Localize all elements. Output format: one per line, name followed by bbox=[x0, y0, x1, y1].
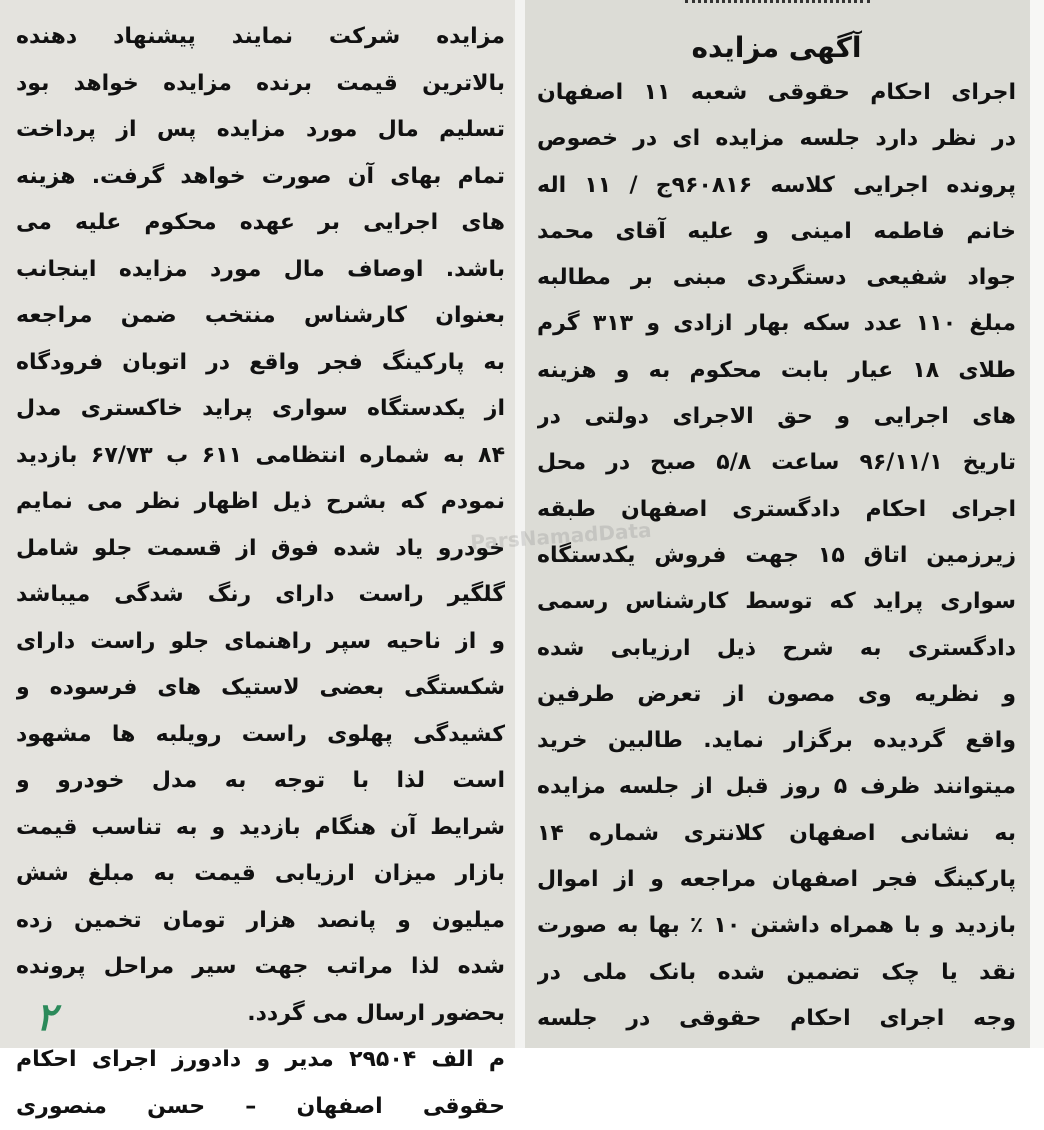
text-line: حقوقی اصفهان – حسن منصوری bbox=[16, 1084, 505, 1130]
text-line: پارکینگ فجر اصفهان مراجعه و از اموال bbox=[537, 857, 1016, 903]
text-line: اجرای احکام دادگستری اصفهان طبقه bbox=[537, 487, 1016, 533]
left-column bbox=[0, 0, 515, 1048]
text-line: شده لذا مراتب جهت سیر مراحل پرونده bbox=[16, 944, 505, 991]
text-line: پرونده اجرایی کلاسه ۹۶۰۸۱۶ج / ۱۱ اله bbox=[537, 163, 1016, 209]
text-line: شکستگی بعضی لاستیک های فرسوده و bbox=[16, 665, 505, 712]
text-line: زیرزمین اتاق ۱۵ جهت فروش یکدستگاه bbox=[537, 533, 1016, 579]
text-line: تسلیم مال مورد مزایده پس از پرداخت bbox=[16, 107, 505, 154]
left-column-text bbox=[16, 14, 505, 1130]
text-line: های اجرایی و حق الاجرای دولتی در bbox=[537, 394, 1016, 440]
text-line: های اجرایی بر عهده محکوم علیه می bbox=[16, 200, 505, 247]
text-line: ۸۴ به شماره انتظامی ۶۱۱ ب ۶۷/۷۳ بازدید bbox=[16, 433, 505, 480]
right-column-text bbox=[537, 70, 1016, 1042]
text-line: بعنوان کارشناس منتخب ضمن مراجعه bbox=[16, 293, 505, 340]
text-line: تاریخ ۹۶/۱۱/۱ ساعت ۵/۸ صبح در محل bbox=[537, 440, 1016, 486]
page-edge bbox=[1030, 0, 1044, 1048]
text-line: میلیون و پانصد هزار تومان تخمین زده bbox=[16, 898, 505, 945]
text-line: نقد یا چک تضمین شده بانک ملی در bbox=[537, 950, 1016, 996]
text-line: مزایده شرکت نمایند پیشنهاد دهنده bbox=[16, 14, 505, 61]
text-line: طلای ۱۸ عیار بابت محکوم به و هزینه bbox=[537, 348, 1016, 394]
text-line: میتوانند ظرف ۵ روز قبل از جلسه مزایده bbox=[537, 764, 1016, 810]
text-line: کشیدگی پهلوی راست رویلبه ها مشهود bbox=[16, 712, 505, 759]
text-line: گلگیر راست دارای رنگ شدگی میباشد bbox=[16, 572, 505, 619]
text-line: بحضور ارسال می گردد. bbox=[16, 991, 505, 1038]
text-line: به پارکینگ فجر واقع در اتوبان فرودگاه bbox=[16, 340, 505, 387]
watermark-text: ParsNamadData bbox=[470, 510, 771, 555]
text-line: به نشانی اصفهان کلانتری شماره ۱۴ bbox=[537, 811, 1016, 857]
text-line: و نظریه وی مصون از تعرض طرفین bbox=[537, 672, 1016, 718]
column-divider bbox=[515, 0, 525, 1048]
page-number: ۲ bbox=[36, 995, 56, 1039]
text-line: تمام بهای آن صورت خواهد گرفت. هزینه bbox=[16, 154, 505, 201]
text-line: در نظر دارد جلسه مزایده ای در خصوص bbox=[537, 116, 1016, 162]
text-line: شرایط آن هنگام بازدید و به تناسب قیمت bbox=[16, 805, 505, 852]
text-line: نمودم که بشرح ذیل اظهار نظر می نمایم bbox=[16, 479, 505, 526]
text-line: واقع گردیده برگزار نماید. طالبین خرید bbox=[537, 718, 1016, 764]
text-line: بالاترین قیمت برنده مزایده خواهد بود bbox=[16, 61, 505, 108]
text-line: م الف ۲۹۵۰۴ مدیر و دادورز اجرای احکام bbox=[16, 1037, 505, 1084]
text-line: باشد. اوصاف مال مورد مزایده اینجانب bbox=[16, 247, 505, 294]
top-dotted-rule bbox=[685, 0, 870, 11]
text-line: و از ناحیه سپر راهنمای جلو راست دارای bbox=[16, 619, 505, 666]
text-line: است لذا با توجه به مدل خودرو و bbox=[16, 758, 505, 805]
text-line: بازدید و با همراه داشتن ۱۰ ٪ بها به صورت bbox=[537, 903, 1016, 949]
text-line: جواد شفیعی دستگردی مبنی بر مطالبه bbox=[537, 255, 1016, 301]
text-line: دادگستری به شرح ذیل ارزیابی شده bbox=[537, 626, 1016, 672]
text-line: سواری پراید که توسط کارشناس رسمی bbox=[537, 579, 1016, 625]
text-line: وجه اجرای احکام حقوقی در جلسه bbox=[537, 996, 1016, 1042]
text-line: خانم فاطمه امینی و علیه آقای محمد bbox=[537, 209, 1016, 255]
text-line: مبلغ ۱۱۰ عدد سکه بهار ازادی و ۳۱۳ گرم bbox=[537, 301, 1016, 347]
text-line: بازار میزان ارزیابی قیمت به مبلغ شش bbox=[16, 851, 505, 898]
text-line: اجرای احکام حقوقی شعبه ۱۱ اصفهان bbox=[537, 70, 1016, 116]
text-line: خودرو یاد شده فوق از قسمت جلو شامل bbox=[16, 526, 505, 573]
notice-title: آگهی مزایده bbox=[537, 22, 1016, 70]
text-line: از یکدستگاه سواری پراید خاکستری مدل bbox=[16, 386, 505, 433]
